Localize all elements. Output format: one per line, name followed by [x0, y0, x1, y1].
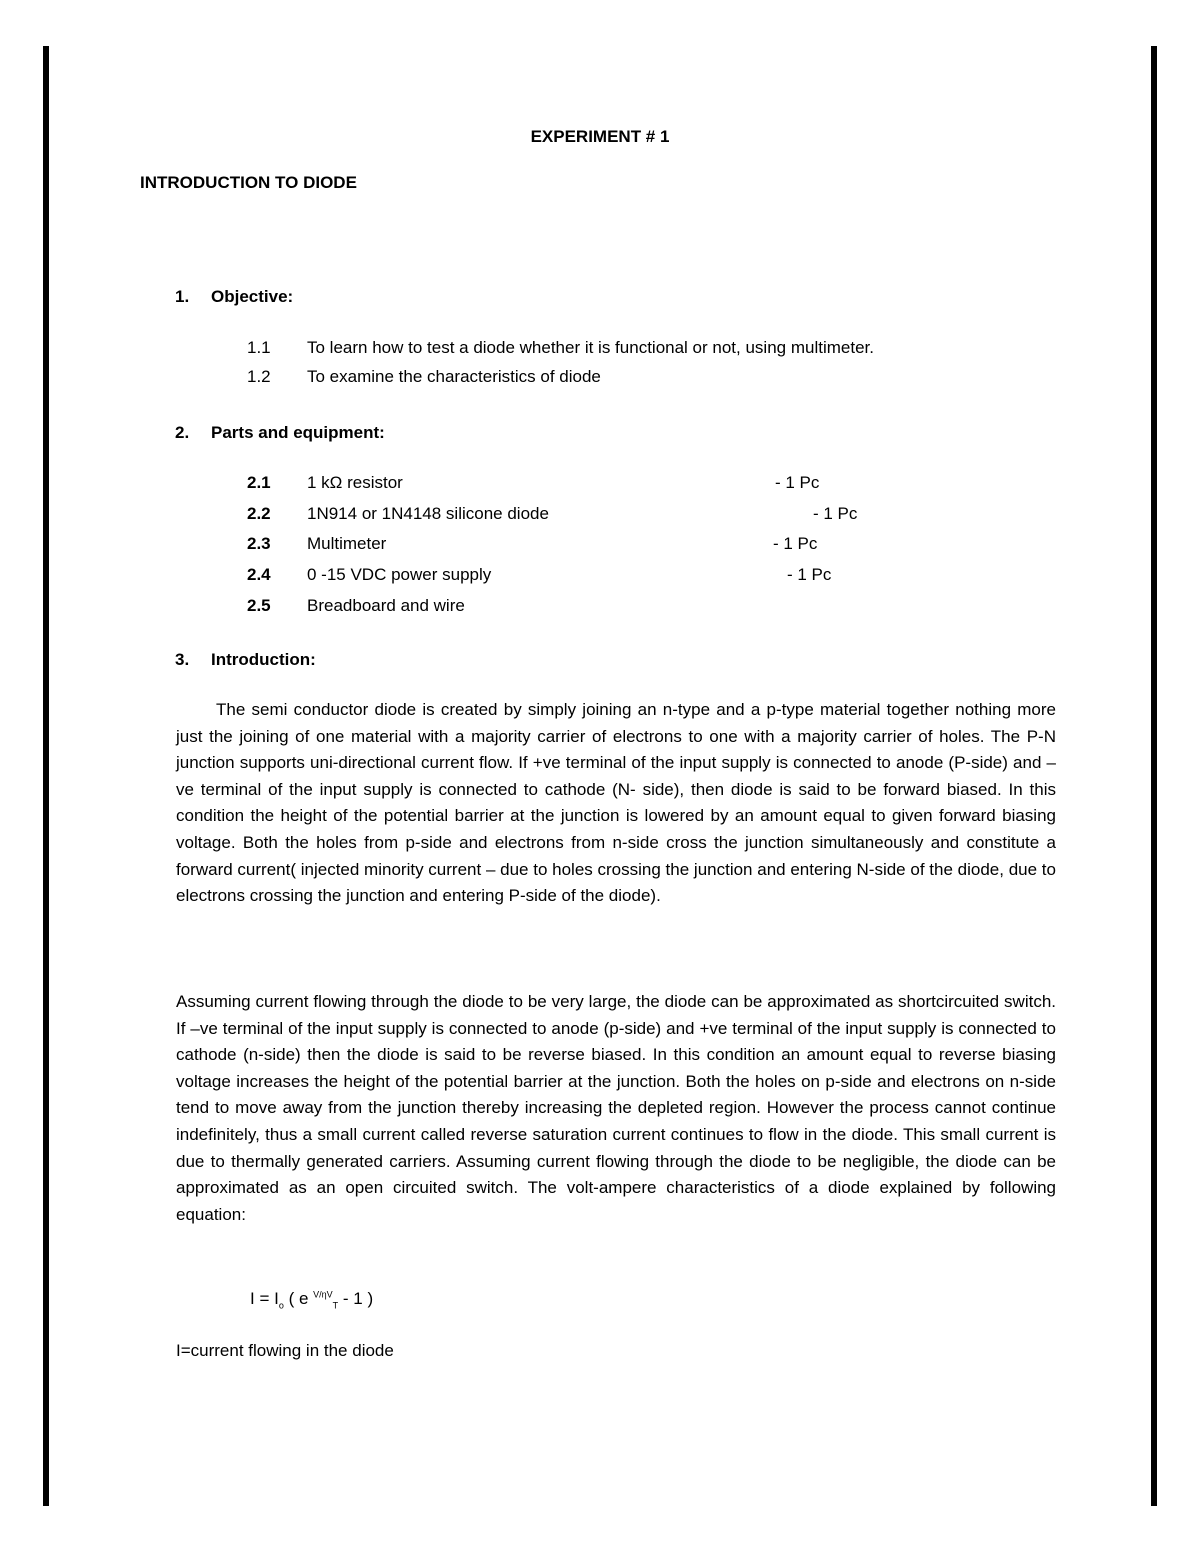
item-text: 0 -15 VDC power supply — [307, 565, 492, 584]
intro-paragraph: The semi conductor diode is created by simply joining an n-type and a p-type material together nothing more just the joining of one material with a majority carrier of electrons to one with a majority carrier of holes. The P-N junction supports uni-directional current flow. If +ve terminal of the input supply is connected to anode (P-side) and –ve terminal of the input supply is connected to cathode (N- side), then diode is said to be forward biased. In this condition the height of the potential barrier at the junction is lowered by an amount equal to given forward biasing voltage. Both the holes from p-side and electrons from n-side cross the junction simultaneously and constitute a forward current( injected minority current – due to holes crossing the junction and entering N-side of the diode, due to electrons crossing the junction and entering P-side of the diode). — [176, 700, 1056, 906]
item-number: 2.5 — [247, 596, 271, 615]
section-number: 2. — [175, 423, 190, 442]
item-number: 2.2 — [247, 504, 271, 523]
equation-close: - 1 ) — [338, 1289, 374, 1308]
item-text: 1N914 or 1N4148 silicone diode — [307, 504, 549, 523]
item-quantity: - 1 Pc — [813, 504, 858, 523]
equation-lhs-subscript: o — [278, 1300, 284, 1311]
item-number: 2.1 — [247, 473, 271, 492]
section-number: 1. — [175, 287, 190, 306]
item-text: To learn how to test a diode whether it is functional or not, using multimeter. — [307, 338, 874, 357]
item-quantity: - 1 Pc — [775, 473, 820, 492]
item-quantity: - 1 Pc — [787, 565, 832, 584]
item-text: To examine the characteristics of diode — [307, 367, 601, 386]
item-number: 1.2 — [247, 367, 271, 386]
item-number: 2.4 — [247, 565, 271, 584]
section-title-introduction: Introduction: — [211, 650, 316, 669]
document-title: EXPERIMENT # 1 — [530, 127, 670, 146]
intro-paragraph: Assuming current flowing through the diode to be very large, the diode can be approximated as shortcircuited switch. If –ve terminal of the input supply is connected to anode (p-side) and +ve terminal of the input supply is connected to cathode (n-side) then the diode is said to be reverse biased. In this condition an amount equal to reverse biasing voltage increases the height of the potential barrier at the junction. Both the holes on p-side and electrons on n-side tend to move away from the junction thereby increasing the depleted region. However the process cannot continue indefinitely, thus a small current called reverse saturation current continues to flow in the diode. This small current is due to thermally generated carriers. Assuming current flowing through the diode to be negligible, the diode can be approximated as an open circuited switch. The volt-ampere characteristics of a diode explained by following equation: — [176, 992, 1056, 1224]
equation-lhs: I = I — [250, 1289, 279, 1308]
document-subtitle: INTRODUCTION TO DIODE — [140, 173, 357, 192]
section-title-parts: Parts and equipment: — [211, 423, 385, 442]
section-number: 3. — [175, 650, 190, 669]
page-border-right — [1151, 46, 1157, 1506]
item-text: Multimeter — [307, 534, 387, 553]
item-quantity: - 1 Pc — [773, 534, 818, 553]
equation-exponent-subscript: T — [332, 1300, 339, 1311]
item-number: 1.1 — [247, 338, 271, 357]
equation-open: ( e — [283, 1289, 314, 1308]
page-border-left — [43, 46, 49, 1506]
section-title-objective: Objective: — [211, 287, 294, 306]
item-text: 1 kΩ resistor — [307, 473, 403, 492]
equation-definition: I=current flowing in the diode — [176, 1341, 394, 1360]
equation-exponent: V/ηV — [313, 1289, 333, 1300]
diode-equation — [250, 1289, 373, 1310]
item-number: 2.3 — [247, 534, 271, 553]
item-text: Breadboard and wire — [307, 596, 465, 615]
